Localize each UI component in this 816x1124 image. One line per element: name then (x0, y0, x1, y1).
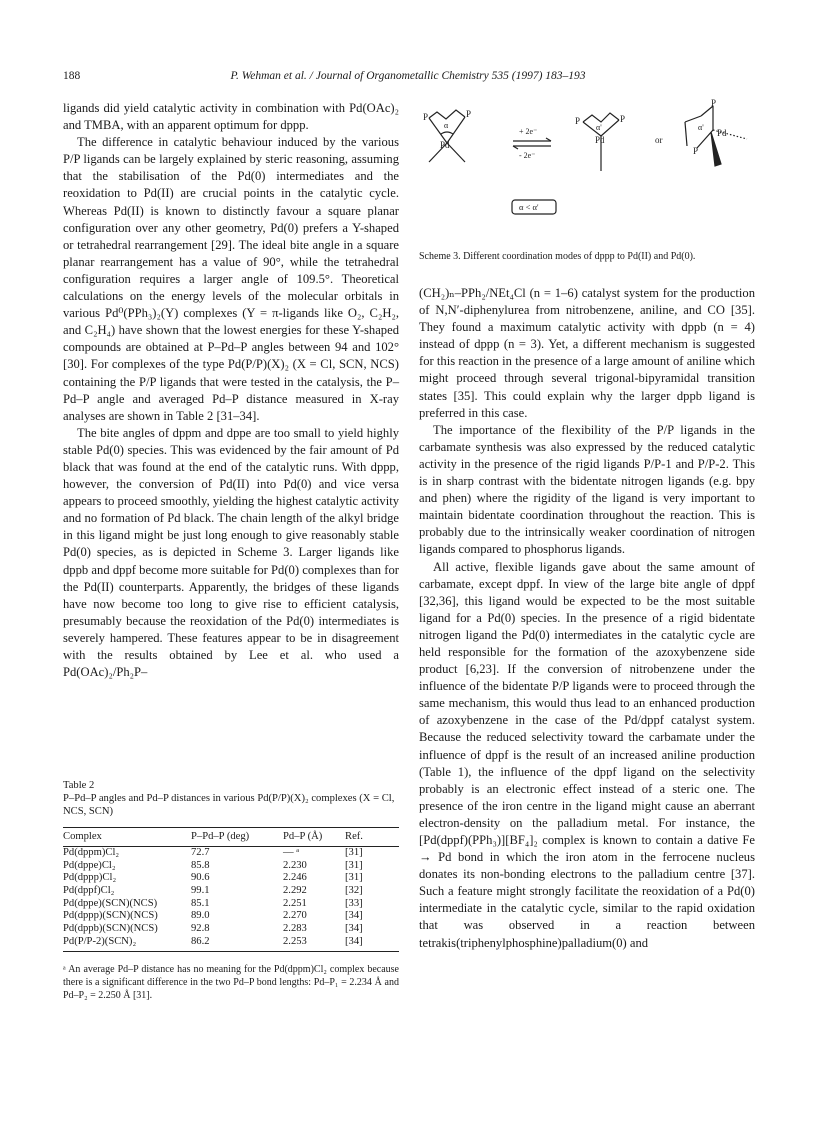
column-header: Ref. (345, 827, 399, 846)
table-caption: P–Pd–P angles and Pd–P distances in various Pd(P/P)(X)₂ complexes (X = Cl, NCS, SCN) (63, 793, 395, 818)
alkyl-bridge-middle (583, 113, 619, 122)
table-row (63, 846, 399, 859)
label-pd-right: Pd (717, 128, 727, 138)
table-row (63, 898, 399, 911)
body-paragraph: All active, flexible ligands gave about the same amount of carbamate, except dppf. In view of the large bite angle of dppf [32,36], this ligand would be expected to be the most suitable ligand for a Pd(0) species. In the presence of a rigid bidentate nitrogen ligand the Pd(0) intermediates in the catalytic cycle are held responsible for the formation of the azoxybenzene side product [6,23]. If the conversion of nitrobenzene under the influence of the bidentate P/P ligands were to proceed through the same mechanism, this would thus lead to an enhanced production of azoxybenzene in the case of the Pd/dppf catalyst system. Because the reduced selectivity toward the carbamate under the influence of dppf is the result of an increased aniline production (Table 1), the influence of the dppf ligand on the selectivity probably is an electronic effect instead of a steric one. The presence of the iron centre in the ligand might cause an aberrant electron-density on the palladium metal. For instance, the [Pd(dppf)(PPh₃)][BF₄]₂ complex is known to contain a dative Fe → Pd bond in which the iron atom in the ferrocene nucleus donates its non-bonding electrons to the palladium centre [37]. Such a feature might strongly facilitate the reoxidation of a Pd(0) intermediate in the catalytic cycle, similar to the rapid oxidation that was observed in a reaction between tetrakis(triphenylphosphine)palladium(0) and (419, 559, 755, 950)
table-cell: — ᵃ (283, 846, 300, 858)
table-cell: 2.253 (283, 936, 345, 952)
table-cell: 85.1 (191, 897, 210, 909)
table-row (63, 860, 399, 873)
table-2 (63, 779, 399, 1003)
label-p-right-2: P (693, 146, 699, 156)
bond-p2-pd0 (601, 120, 619, 136)
table-cell: Pd(dppp)(SCN)(NCS) (63, 910, 158, 922)
table-cell: 90.6 (191, 872, 210, 884)
label-pd-middle: Pd (595, 135, 605, 145)
table-cell: Pd(dppf)Cl₂ (63, 884, 115, 896)
page-header (63, 70, 753, 86)
table-cell: [34] (345, 923, 363, 935)
right-column (419, 285, 755, 952)
arrow-bottom-label: - 2e⁻ (519, 151, 536, 160)
bridge-r3 (685, 122, 687, 146)
table-cell: [33] (345, 897, 363, 909)
alpha-comparison-text: α < α' (519, 202, 539, 212)
table-cell: 2.283 (283, 923, 307, 935)
table-cell: [31] (345, 859, 363, 871)
table-cell: 92.8 (191, 923, 210, 935)
table-footnote: ᵃ An average Pd–P distance has no meaning for the Pd(dppm)Cl₂ complex because there is a significant difference in the two Pd–P bond lengths: Pd–P₁ = 2.234 Å and Pd–P₂ = 2.250 Å [31]. (63, 964, 399, 1002)
table-cell: Pd(P/P-2)(SCN)₂ (63, 936, 191, 952)
bridge-r2 (685, 116, 701, 122)
body-paragraph: ligands did yield catalytic activity in combination with Pd(OAc)₂ and TMBA, with an apparent optimum for dppp. (63, 101, 399, 133)
label-p-left-1: P (423, 112, 429, 122)
column-header: Complex (63, 827, 191, 846)
or-label: or (655, 135, 663, 145)
table-cell: Pd(dppm)Cl₂ (63, 846, 120, 858)
left-column (63, 100, 399, 681)
table-cell: 2.230 (283, 859, 307, 871)
label-p-right-1: P (711, 98, 717, 108)
table-cell: [32] (345, 884, 363, 896)
label-pd-left: Pd (440, 140, 450, 150)
table-row (63, 923, 399, 936)
table-cell: Pd(dppb)(SCN)(NCS) (63, 923, 158, 935)
scheme-caption: Scheme 3. Different coordination modes of dppp to Pd(II) and Pd(0). (419, 251, 696, 262)
table-cell: 2.246 (283, 872, 307, 884)
table-cell: 86.2 (191, 936, 283, 952)
label-p-middle-1: P (575, 116, 581, 126)
table-cell: Pd(dppp)Cl₂ (63, 872, 117, 884)
label-p-middle-2: P (620, 114, 626, 124)
table-row (63, 936, 399, 952)
table-cell: [31] (345, 872, 363, 884)
alpha-arc (441, 132, 453, 134)
table-label: Table 2 (63, 780, 95, 791)
table-row (63, 885, 399, 898)
table-cell: Pd(dppe)Cl₂ (63, 859, 116, 871)
table-cell: 2.251 (283, 897, 307, 909)
column-header: Pd–P (Å) (283, 827, 345, 846)
body-paragraph: The difference in catalytic behaviour induced by the various P/P ligands can be largely explained by steric reasoning, assuming that the stabilisation of the Pd(0) intermediates and the reoxidation to Pd(II) are crucial points in the catalytic cycle. Whereas Pd(II) is known to distinctly favour a square planar configuration over any other geometry, Pd(0) prefers a Y-shaped or tetrahedral rearrangement [29]. The ideal bite angle in a square planar rearrangement has a value of 90°, while the tetrahedral configuration requires a larger angle of 109.5°. Theoretical calculations on the energy levels of the molecular orbitals in various Pd⁰(PPh₃)₂(Y) complexes (Y = π-ligands like O₂, C₂H₂, and C₂H₄) have shown that the lowest energies for these Y-shaped compounds are obtained at P–Pd–P angles between 94 and 102° [30]. For complexes of the type Pd(P/P)(X)₂ (X = Cl, SCN, NCS) containing the P/P ligands that were tested in the catalysis, the P–Pd–P angle and averaged Pd–P distance measured in X-ray analyses are shown in Table 2 [31–34]. (63, 135, 399, 423)
label-alpha: α (444, 121, 449, 130)
table-cell: 72.7 (191, 846, 210, 858)
running-title: P. Wehman et al. / Journal of Organometallic Chemistry 535 (1997) 183–193 (230, 70, 586, 82)
table-row (63, 910, 399, 923)
table-cell: 2.270 (283, 910, 307, 922)
table-cell: 99.1 (191, 884, 210, 896)
data-table (63, 827, 399, 953)
column-header: P–Pd–P (deg) (191, 827, 283, 846)
table-cell: 2.292 (283, 884, 307, 896)
label-alpha-prime: α' (596, 123, 602, 132)
scheme-3-figure (415, 96, 755, 271)
table-cell: [31] (345, 846, 363, 858)
label-alpha-prime-right: α' (698, 123, 704, 132)
page-number: 188 (63, 70, 81, 82)
table-cell: 85.8 (191, 859, 210, 871)
table-cell: [34] (345, 910, 363, 922)
arrow-top-label: + 2e⁻ (519, 127, 538, 136)
bond-pd-x2 (447, 143, 465, 162)
table-header-row (63, 827, 399, 846)
table-cell: [34] (345, 936, 399, 952)
table-cell: Pd(dppe)(SCN)(NCS) (63, 897, 158, 909)
body-paragraph: (CH₂)ₙ–PPh₂/NEt₄Cl (n = 1–6) catalyst system for the production of N,N′-diphenylurea from nitrobenzene, aniline, and CO [35]. They found a maximum catalytic activity with dppb (n = 4) instead of dppp (n = 3). Yet, a different mechanism is suggested for this reaction in the presence of a large amount of aniline which might proceed through several trigonal-bipyramidal transition states [35]. This could explain why the larger dppb ligand is preferred in this case. (419, 286, 755, 420)
table-cell: 89.0 (191, 910, 210, 922)
scheme-3-drawing (415, 96, 755, 246)
table-row (63, 872, 399, 885)
label-p-left-2: P (466, 109, 472, 119)
bond-p2-pd (447, 117, 465, 143)
body-paragraph: The importance of the flexibility of the P/P ligands in the carbamate synthesis was also expressed by the reduced catalytic activity in the presence of the rigid ligands P/P-1 and P/P-2. This is in sharp contrast with the bidentate nitrogen ligands (e.g. bpy and phen) where the rigidity of the ligand is very important to maintain bidentate coordination throughout the reaction. This is probably due to the intrinsically weaker coordination of nitrogen ligands compared to phosphorus ligands. (419, 422, 755, 557)
alkyl-bridge-left (429, 110, 465, 119)
body-paragraph: The bite angles of dppm and dppe are too small to yield highly stable Pd(0) species. This was evidenced by the fair amount of Pd black that was found at the end of the catalytic runs. With dppp, however, the conversion of Pd(II) into Pd(0) and vice versa appears to proceed smoothly, yielding the highest catalytic activity and no formation of Pd black. The chain length of the alkyl bridge in this ligand might be just long enough to give reasonably stable Pd(0) species, as is depicted in Scheme 3. Larger ligands like dppb and dppf become more suitable for Pd(0) complexes than for the Pd(II) counterparts. Apparently, the bridges of these ligands have now become too long to give rise to efficient catalysis, presumably because the reoxidation of the Pd(0) intermediates is severely hampered. These features appear to be in disagreement with the results obtained by Lee et al. who used a Pd(OAc)₂/Ph₂P– (63, 425, 399, 680)
